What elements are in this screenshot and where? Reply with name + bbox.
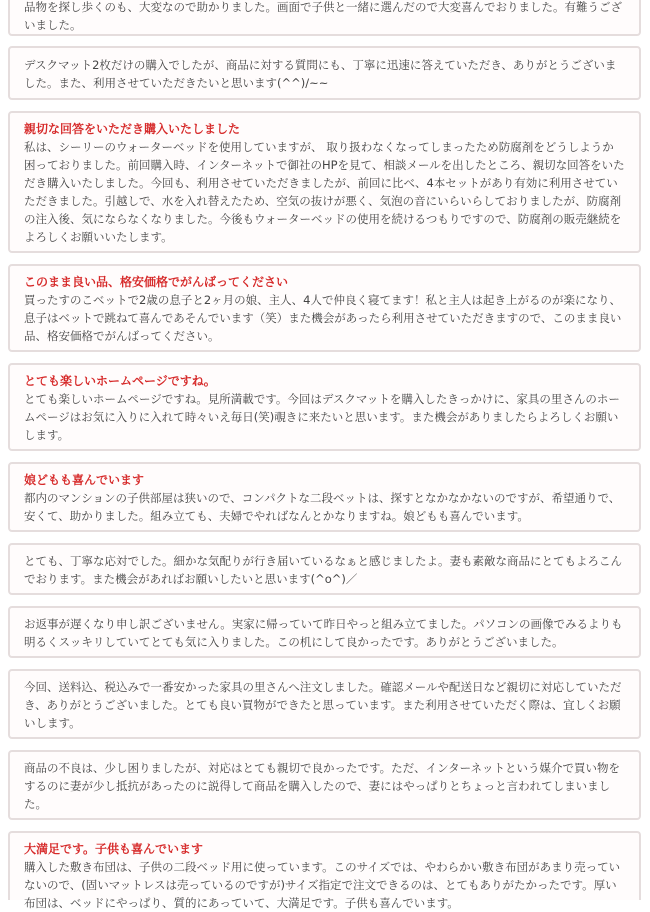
review-box [8,543,641,595]
review-box [8,46,641,100]
review-body: 私は、シーリーのウォーターベッドを使用していますが、 取り扱わなくなってしまったため防腐剤をどうしようか困っておりました。前回購入時、インターネットで御社のHPを見て、相談メールを出したところ、親切な回答をいただき購入いたしました。今回も、利用させていただきましたが、前回に比べ、4本セットがあり有効に利用させていただきました。引越しで、水を入れ替えたため、空気の抜けが悪く、気泡の音にいらいらしておりましたが、防腐剤の注入後、気にならなくなりました。今後もウォーターベッドの使用を続けるつもりですので、防腐剤の販売継続をよろしくお願いいたします。 [24,140,625,244]
review-box [8,264,641,352]
review-body: お返事が遅くなり申し訳ございません。実家に帰っていて昨日やっと組み立てました。パソコンの画像でみるよりも明るくスッキリしていてとても気に入りました。この机にして良かったです。ありがとうございました。 [24,617,623,649]
review-box [8,831,641,910]
review-body: 今回、送料込、税込みで一番安かった家具の里さんへ注文しました。確認メールや配送日など親切に対応していただき、ありがとうございました。とても良い買物ができたと思っています。また利用させていただく際は、宜しくお願いします。 [24,680,622,730]
review-box [8,669,641,739]
review-body: デスクマット2枚だけの購入でしたが、商品に対する質問にも、丁寧に迅速に答えていただき、ありがとうございました。また、利用させていただきたいと思います(^^)/~~ [24,58,617,90]
review-title: 親切な回答をいただき購入いたしました [24,122,241,136]
review-body: 品物を探し歩くのも、大変なので助かりました。画面で子供と一緒に選んだので大変喜んでおりました。有難うございました。 [24,0,622,32]
review-box [8,363,641,451]
review-box [8,606,641,658]
review-body: 都内のマンションの子供部屋は狭いので、コンパクトな二段ベットは、探すとなかなかないのですが、希望通りで、安くて、助かりました。組み立ても、夫婦でやればなんとかなりますね。娘どもも喜んでいます。 [24,491,621,523]
review-box [8,111,641,253]
review-title: とても楽しいホームページですね。 [24,374,216,388]
review-body: 買ったすのこベットで2歳の息子と2ヶ月の娘、主人、4人で仲良く寝てます！私と主人は起き上がるのが楽になり、息子はベットで跳ねて喜んであそんでいます（笑）また機会があったら利用させていただきますので、このまま良い品、格安価格でがんばってください。 [24,293,622,343]
review-body: とても、丁寧な応対でした。細かな気配りが行き届いているなぁと感じましたよ。妻も素敵な商品にとてもよろこんでおります。また機会があればお願いしたいと思います(^o^)／ [24,554,622,586]
review-body: 商品の不良は、少し困りましたが、対応はとても親切で良かったです。ただ、インターネットという媒介で買い物をするのに妻が少し抵抗があったのに説得して商品を購入したので、妻にはやっぱりとちょっと言われてしまいました。 [24,761,621,811]
review-title: 大満足です。子供も喜んでいます [24,842,204,856]
review-box [8,750,641,820]
review-body: 購入した敷き布団は、子供の二段ベッド用に使っています。このサイズでは、やわらかい敷き布団があまり売っていないので、(固いマットレスは売っているのですが)サイズ指定で注文できるのは、とてもありがたかったです。厚い布団は、ベッドにやっぱり、質的にあっていて、大満足です。子供も喜んでいます。 [24,860,621,910]
review-box [8,0,641,36]
review-body: とても楽しいホームページですね。見所満載です。今回はデスクマットを購入したきっかけに、家具の里さんのホームページはお気に入りに入れて時々いえ毎日(笑)覗きに来たいと思います。また機会がありましたらよろしくお願いします。 [24,392,620,442]
review-box [8,462,641,532]
review-title: 娘どもも喜んでいます [24,473,145,487]
review-title: このまま良い品、格安価格でがんばってください [24,275,289,289]
